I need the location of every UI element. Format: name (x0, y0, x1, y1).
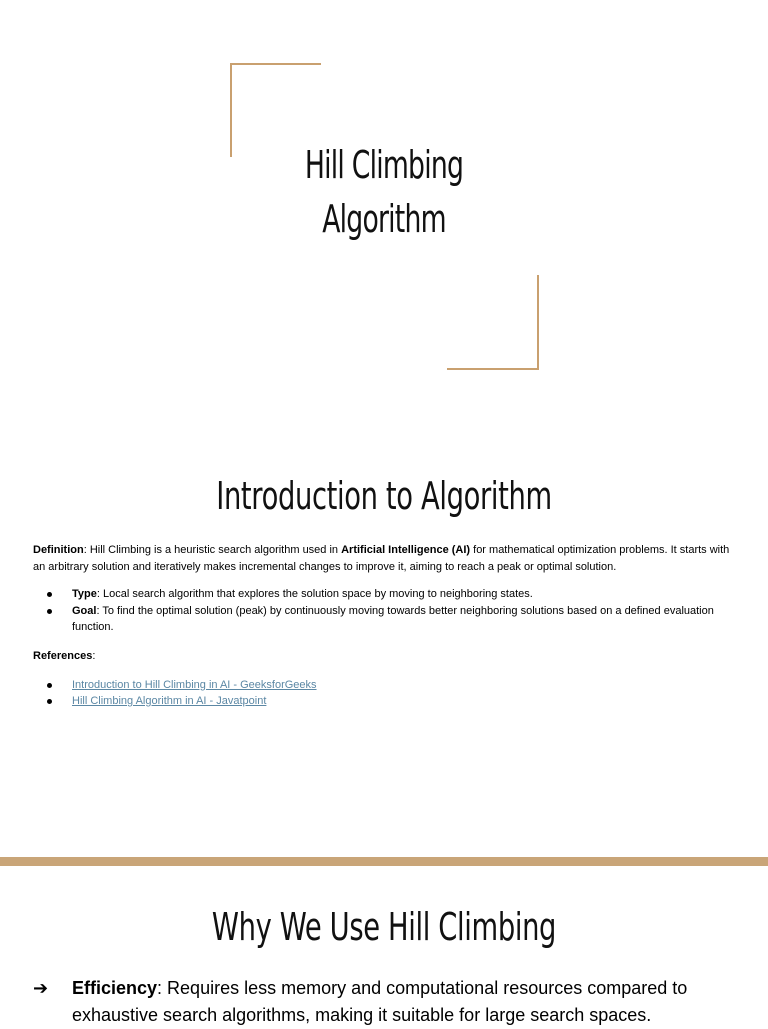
definition-text-2: for mathematical optimization problems. It starts with an arbitrary solution and iteratively makes incremental changes to improve it, aiming to reach a peak or optimal solution. (33, 544, 730, 573)
references-list (33, 677, 733, 709)
title-line-2: Algorithm (322, 197, 446, 241)
bullet-text: : Local search algorithm that explores the solution space by moving to neighboring states. (96, 588, 533, 600)
title-slide (0, 0, 768, 420)
bullet-label: Type (72, 588, 97, 600)
definition-paragraph (33, 542, 733, 575)
why-item-label: Efficiency (72, 978, 158, 998)
list-item-type (72, 586, 733, 603)
list-item-goal (72, 603, 733, 636)
list-item-efficiency (33, 975, 743, 1029)
why-heading: Why We Use Hill Climbing (211, 905, 557, 949)
intro-bullet-list (33, 586, 733, 636)
reference-link-javatpoint[interactable]: Hill Climbing Algorithm in AI - Javatpoint (72, 695, 267, 707)
references-label: References (33, 649, 93, 662)
why-list (33, 975, 743, 1029)
intro-body (33, 542, 733, 709)
bullet-text: : To find the optimal solution (peak) by continuously moving towards better neighboring solutions based on a defined evaluation function. (72, 604, 714, 633)
arrow-right-icon: ➔ (33, 978, 49, 999)
list-item (72, 677, 733, 693)
slide-divider (0, 857, 768, 866)
definition-bold-term: Artificial Intelligence (AI) (341, 544, 471, 556)
why-item-text: : Requires less memory and computational resources compared to exhaustive search algorithms, making it suitable for large search spaces. (72, 978, 688, 1025)
intro-heading: Introduction to Algorithm (216, 474, 552, 518)
references-heading (33, 648, 733, 665)
definition-label: Definition (33, 544, 84, 556)
corner-bracket-bottom-right (447, 275, 539, 370)
list-item (72, 693, 733, 709)
title-line-1: Hill Climbing (304, 143, 464, 187)
references-colon: : (92, 649, 96, 662)
reference-link-geeksforgeeks[interactable]: Introduction to Hill Climbing in AI - GeeksforGeeks (72, 679, 317, 691)
definition-text-1: : Hill Climbing is a heuristic search algorithm used in (83, 544, 342, 556)
bullet-label: Goal (72, 604, 97, 617)
presentation-title (267, 138, 501, 246)
